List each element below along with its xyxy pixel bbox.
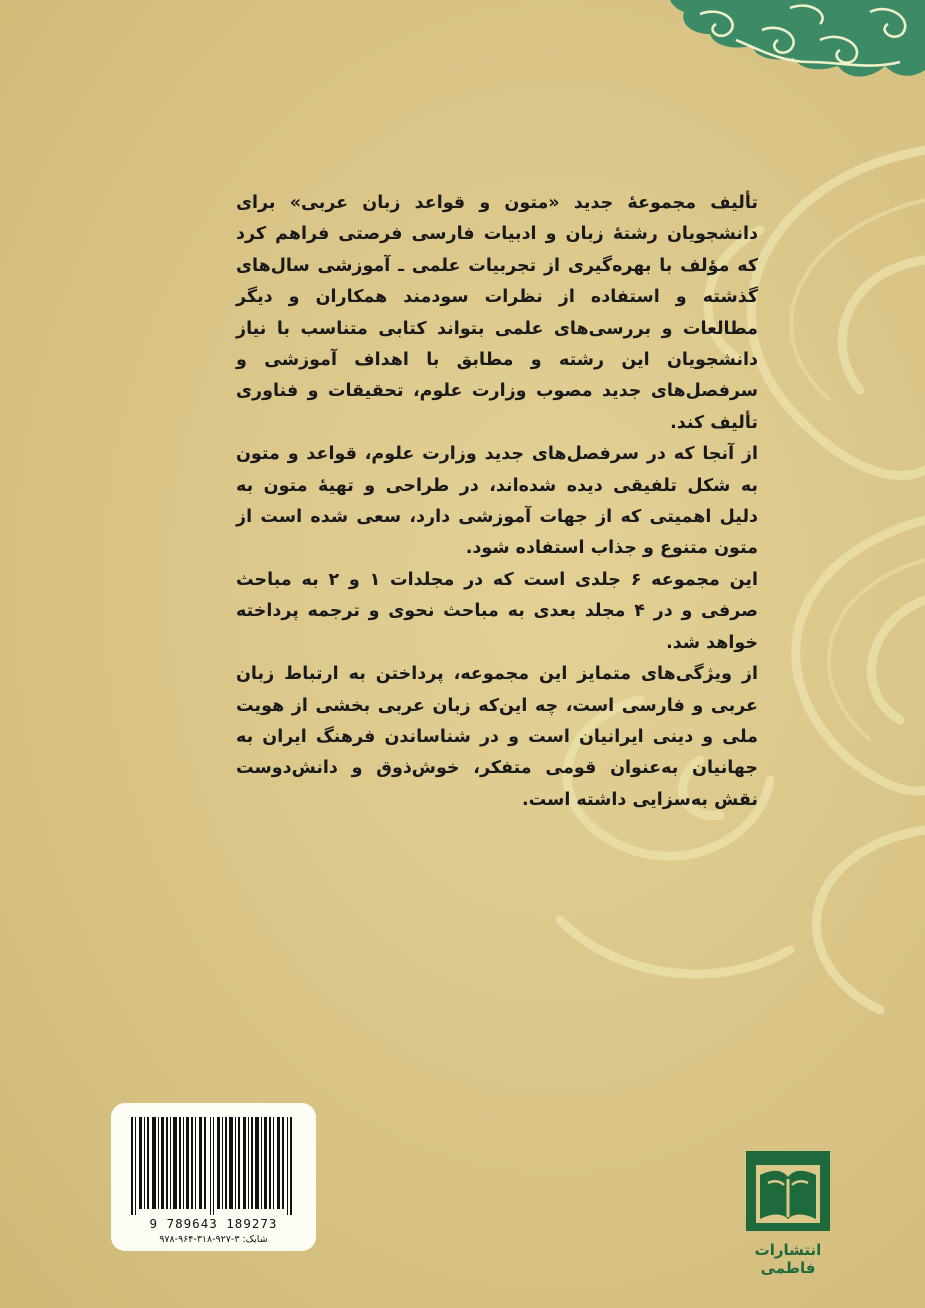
cloud-ornament-icon (670, 0, 925, 100)
paragraph: تألیف مجموعهٔ جدید «متون و قواعد زبان عربی» برای دانشجویان رشتهٔ زبان و ادبیات فارسی فرصتی فراهم کرد که مؤلف با بهره‌گیری از تجربیات علمی ـ آموزشی سال‌های گذشته و استفاده از نظرات سودمند همکاران و دیگر مطالعات و بررسی‌های علمی بتواند کتابی متناسب با نیاز دانشجویان این رشته و مطابق با اهداف آموزشی و سرفصل‌های جدید مصوب وزارت علوم، تحقیقات و فناوری تألیف کند. (236, 193, 758, 433)
isbn-text: شابک: ۳-۹۲۷-۳۱۸-۹۶۴-۹۷۸ (159, 1234, 268, 1245)
barcode-icon (127, 1117, 300, 1215)
publisher-name: انتشارات فاطمی (754, 1241, 822, 1277)
paragraph: از ویژگی‌های متمایز این مجموعه، پرداختن به ارتباط زبان عربی و فارسی است، چه این‌که زبان عربی بخشی از هویت ملی و دینی ایرانیان است و در شناساندن فرهنگ ایران به جهانیان به‌عنوان قومی متفکر، خوش‌ذوق و دانش‌دوست نقش به‌سزایی داشته است. (236, 664, 758, 810)
barcode-label (111, 1103, 316, 1251)
paragraph: این مجموعه ۶ جلدی است که در مجلدات ۱ و ۲ به مباحث صرفی و در ۴ مجلد بعدی به مباحث نحوی و ترجمه پرداخته خواهد شد. (236, 569, 759, 653)
barcode-number: 9 789643 189273 (149, 1216, 278, 1231)
paragraph: از آنجا که در سرفصل‌های جدید وزارت علوم، قواعد و متون به شکل تلفیقی دیده شده‌اند، در طراحی و تهیهٔ متون به دلیل اهمیتی که از جهات آموزشی دارد، سعی شده است از متون متنوع و جذاب استفاده شود. (236, 444, 758, 559)
description-text (236, 188, 758, 816)
book-logo-icon (742, 1145, 834, 1237)
publisher-logo (742, 1145, 834, 1277)
